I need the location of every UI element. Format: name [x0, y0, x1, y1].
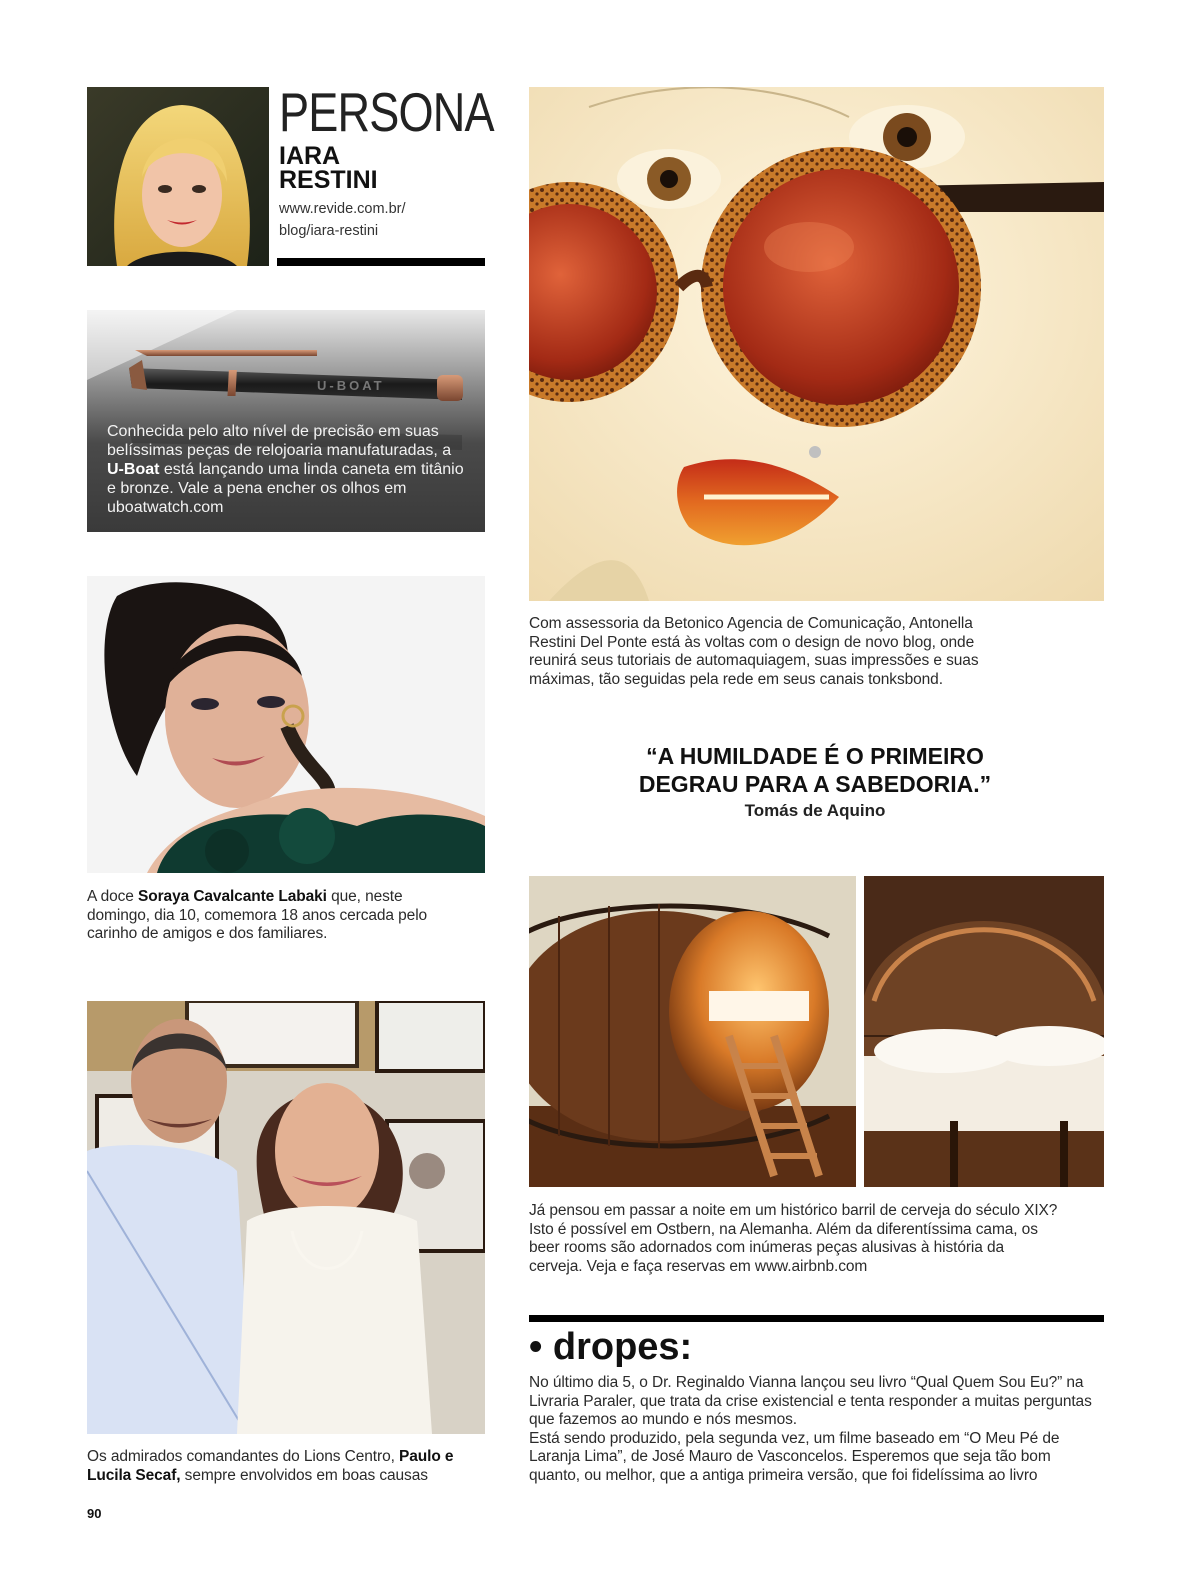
pen-ad-brand: U-Boat	[107, 461, 160, 478]
barrel-exterior-photo	[529, 876, 856, 1187]
lions-caption	[87, 1448, 477, 1485]
blog-url-line2[interactable]: blog/iara-restini	[279, 223, 379, 239]
dropes-text	[529, 1374, 1094, 1485]
soraya-name: Soraya Cavalcante Labaki	[138, 888, 327, 905]
soraya-caption-part2: que, neste domingo, dia 10, comemora 18 anos cercada pelo carinho de amigos e dos familiares.	[87, 888, 428, 942]
header-divider	[277, 258, 485, 266]
soraya-photo	[87, 576, 485, 873]
dropes-paragraph-2: Está sendo produzido, pela segunda vez, um filme baseado em “O Meu Pé de Laranja Lima”, de José Mauro de Vasconcelos. Esperemos que seja tão bom quanto, ou melhor, que a antiga primeira versão, que foi fidelíssima ao livro	[529, 1429, 1060, 1484]
lions-caption-part1: Os admirados comandantes do Lions Centro,	[87, 1448, 399, 1465]
blog-url-line1[interactable]: www.revide.com.br/	[279, 201, 406, 217]
antonella-caption: Com assessoria da Betonico Agencia de Comunicação, Antonella Restini Del Ponte está às voltas com o design de novo blog, onde reunirá seus tutoriais de automaquiagem, suas impressões e suas máximas, tão seguidas pela rede em seus canais tonksbond.	[529, 615, 979, 688]
lions-caption-part2: sempre envolvidos em boas causas	[180, 1466, 428, 1484]
lions-couple-photo	[87, 1001, 485, 1434]
quote-author: Tomás de Aquino	[744, 801, 886, 820]
dropes-paragraph-1: No último dia 5, o Dr. Reginaldo Vianna lançou seu livro “Qual Quem Sou Eu?” na Livraria Paraler, que trata da crise existencial e tenta responder a muitas perguntas que fazemos ao mundo e nós mesmos.	[529, 1374, 1092, 1428]
pen-ad-text	[107, 422, 467, 517]
author-first-name: IARA	[279, 142, 341, 170]
author-last-name: RESTINI	[279, 166, 378, 194]
pen-ad-panel	[87, 310, 485, 532]
barrel-caption: Já pensou em passar a noite em um histórico barril de cerveja do século XIX? Isto é possível em Ostbern, na Alemanha. Além da diferentíssima cama, os beer rooms são adornados com inúmeras peças alusivas à história da cerveja. Veja e faça reservas em www.airbnb.com	[529, 1202, 1058, 1275]
soraya-caption	[87, 888, 447, 944]
quote-line1: “A HUMILDADE É O PRIMEIRO	[646, 743, 984, 769]
pen-engraving: U-BOAT	[317, 378, 385, 393]
author-name	[279, 144, 378, 192]
section-title: PERSONA	[279, 81, 494, 143]
dropes-title: • dropes:	[529, 1326, 693, 1368]
dropes-divider	[529, 1315, 1104, 1322]
antonella-sunglasses-photo	[529, 87, 1104, 601]
author-blog-url[interactable]	[279, 198, 406, 242]
page-number: 90	[87, 1506, 102, 1521]
lions-names: Paulo e Lucila Secaf,	[87, 1448, 454, 1484]
pen-ad-text-part1: Conhecida pelo alto nível de precisão em suas belíssimas peças de relojoaria manufaturadas, a	[107, 423, 452, 459]
soraya-caption-part1: A doce	[87, 888, 139, 905]
barrel-interior-photo	[864, 876, 1104, 1187]
author-portrait	[87, 87, 269, 266]
pull-quote	[600, 742, 1030, 798]
pen-ad-text-part2: está lançando uma linda caneta em titânio e bronze. Vale a pena encher os olhos em uboatwatch.com	[107, 461, 464, 516]
quote-line2: DEGRAU PARA A SABEDORIA.”	[638, 771, 992, 797]
